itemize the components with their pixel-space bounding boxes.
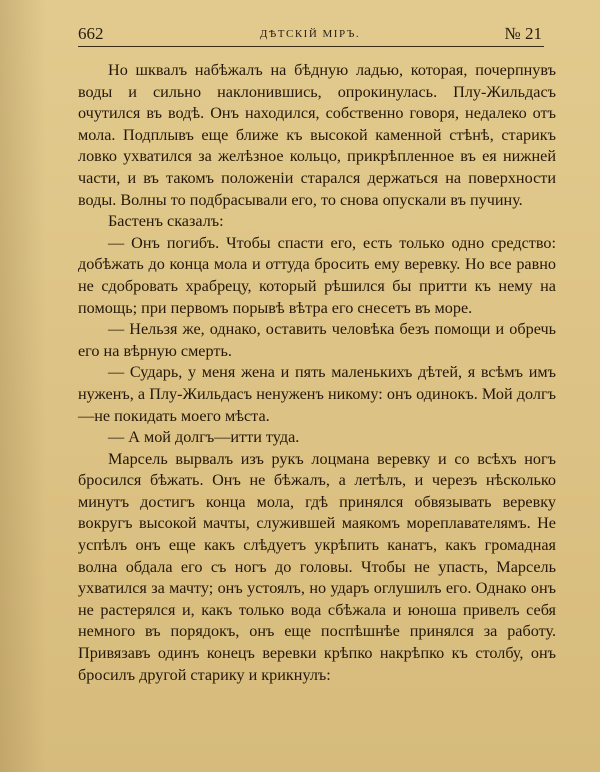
paragraph: Бастенъ сказалъ: xyxy=(108,212,224,231)
header-rule xyxy=(78,46,544,47)
paragraph: — Онъ погибъ. Чтобы спасти его, есть только одно средство: добѣжать до конца мола и оттуда бросить ему веревку. Но все равно не сдобровать храбрецу, который рѣшился бы притти къ нему на помощь; при первомъ порывѣ вѣтра его снесетъ въ море. xyxy=(78,233,556,317)
running-title: ДѢТСКІЙ МІРЪ. xyxy=(259,28,361,40)
paragraph: — Сударь, у меня жена и пять маленькихъ дѣтей, я всѣмъ имъ нуженъ, а Плу-Жильдасъ ненуженъ никому: онъ одинокъ. Мой долгъ—не покидать моего мѣста. xyxy=(78,363,556,425)
page-edge-shadow xyxy=(0,0,46,772)
paragraph: Но шквалъ набѣжалъ на бѣдную ладью, которая, почерпнувъ воды и сильно наклонившись, опрокинулась. Плу-Жильдасъ очутился въ водѣ. Онъ находился, собственно говоря, недалеко отъ мола. Подплывъ еще ближе къ высокой каменной стѣнѣ, старикъ ловко ухватился за желѣзное кольцо, прикрѣпленное въ ея нижней части, и въ такомъ положеніи старался держаться на поверхности воды. Волны то подбрасывали его, то снова опускали въ пучину. xyxy=(78,61,556,209)
issue-number: № 21 xyxy=(504,24,542,43)
paragraph: Марсель вырвалъ изъ рукъ лоцмана веревку и со всѣхъ ногъ бросился бѣжать. Онъ не бѣжалъ, а летѣлъ, и черезъ нѣсколько минутъ достигъ конца мола, гдѣ принялся обвязывать веревку вокругъ высокой мачты, служившей маякомъ мореплавателямъ. Не успѣлъ онъ еще какъ слѣдуетъ укрѣпить канатъ, какъ громадная волна обдала его съ ногъ до головы. Чтобы не упасть, Марсель ухватился за мачту; онъ устоялъ, но ударъ оглушилъ его. Однако онъ не растерялся и, какъ только вода сбѣжала и юноша привелъ себя немного въ порядокъ, онъ еще поспѣшнѣе принялся за работу. Привязавъ одинъ конецъ веревки крѣпко накрѣпко къ столбу, онъ бросилъ другой старику и крикнулъ: xyxy=(78,449,556,684)
paragraph: — Нельзя же, однако, оставить человѣка безъ помощи и обречь его на вѣрную смерть. xyxy=(78,320,556,360)
page-number: 662 xyxy=(78,24,104,43)
page-header xyxy=(78,24,542,46)
paragraph: — А мой долгъ—итти туда. xyxy=(108,428,300,447)
body-text xyxy=(78,60,556,686)
